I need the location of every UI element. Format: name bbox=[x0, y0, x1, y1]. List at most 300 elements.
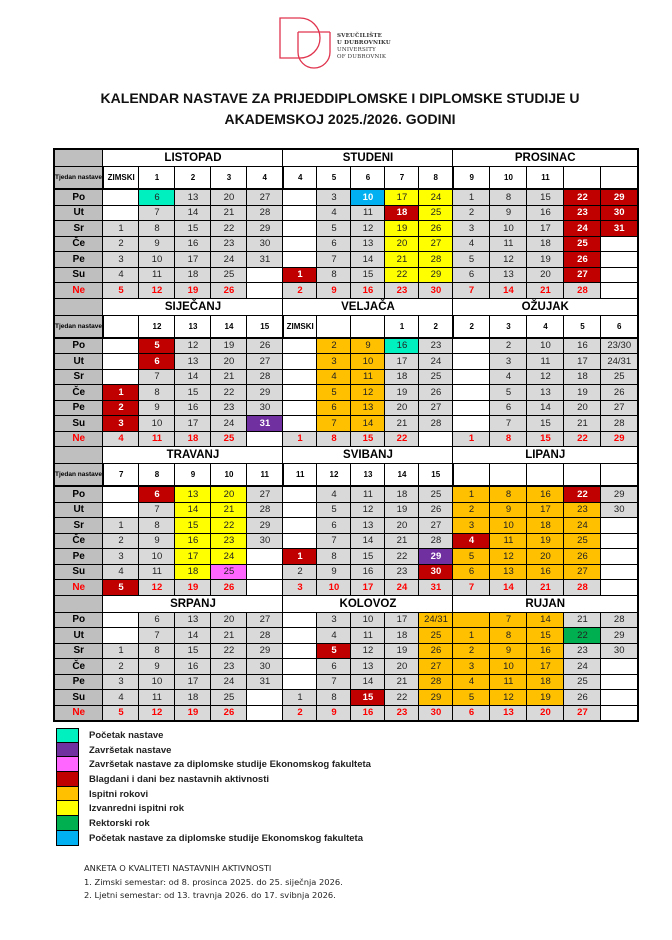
calendar-day-cell: 8 bbox=[490, 431, 527, 447]
calendar-day-cell bbox=[103, 486, 139, 502]
calendar-day-cell: 10 bbox=[351, 189, 385, 205]
calendar-day-cell: 13 bbox=[527, 385, 564, 401]
calendar-day-cell bbox=[283, 400, 317, 416]
calendar-day-cell bbox=[283, 416, 317, 432]
calendar-day-cell: 18 bbox=[385, 205, 419, 221]
calendar-day-cell: 23 bbox=[211, 400, 247, 416]
calendar-day-cell: 21 bbox=[385, 252, 419, 268]
legend-label: Blagdani i dani bez nastavnih aktivnosti bbox=[89, 773, 270, 785]
calendar-day-cell: 28 bbox=[419, 533, 453, 549]
calendar-day-cell: 25 bbox=[419, 205, 453, 221]
calendar-day-cell: 31 bbox=[247, 252, 283, 268]
calendar-day-cell: 26 bbox=[419, 643, 453, 659]
calendar-day-cell: 27 bbox=[419, 659, 453, 675]
calendar-day-cell: 6 bbox=[453, 705, 490, 721]
calendar-day-cell: 17 bbox=[527, 221, 564, 237]
calendar-day-cell: 18 bbox=[175, 267, 211, 283]
calendar-day-cell bbox=[247, 564, 283, 580]
calendar-day-cell: 13 bbox=[351, 518, 385, 534]
calendar-day-cell: 13 bbox=[175, 612, 211, 628]
calendar-day-cell: 20 bbox=[211, 486, 247, 502]
calendar-day-cell: 18 bbox=[385, 369, 419, 385]
calendar-day-cell: 11 bbox=[139, 564, 175, 580]
week-number: 15 bbox=[419, 464, 453, 487]
calendar-day-cell: 15 bbox=[527, 189, 564, 205]
calendar-day-cell: 26 bbox=[564, 252, 601, 268]
calendar-day-cell: 27 bbox=[419, 518, 453, 534]
legend-label: Izvanredni ispitni rok bbox=[89, 803, 185, 815]
day-row bbox=[54, 580, 638, 596]
calendar-day-cell: 4 bbox=[453, 674, 490, 690]
calendar-day-cell: 3 bbox=[103, 252, 139, 268]
calendar-day-cell: 11 bbox=[351, 486, 385, 502]
day-row bbox=[54, 267, 638, 283]
calendar-day-cell: 14 bbox=[490, 580, 527, 596]
legend-item bbox=[56, 743, 371, 758]
legend-label: Ispitni rokovi bbox=[89, 788, 149, 800]
week-label: Tjedan nastave bbox=[54, 315, 103, 338]
calendar-day-cell: 26 bbox=[564, 690, 601, 706]
calendar-day-cell: 15 bbox=[527, 416, 564, 432]
calendar-day-cell: 30 bbox=[419, 564, 453, 580]
calendar-day-cell bbox=[283, 674, 317, 690]
month-name: LISTOPAD bbox=[103, 149, 283, 167]
month-header-row bbox=[54, 595, 638, 612]
calendar-day-cell: 2 bbox=[283, 283, 317, 299]
day-label: Ut bbox=[54, 205, 103, 221]
calendar-day-cell: 21 bbox=[527, 580, 564, 596]
day-row bbox=[54, 674, 638, 690]
calendar-day-cell: 27 bbox=[247, 612, 283, 628]
header-corner bbox=[54, 298, 103, 315]
calendar-day-cell bbox=[247, 549, 283, 565]
survey-title: ANKETA O KVALITETI NASTAVNIH AKTIVNOSTI bbox=[84, 863, 272, 873]
calendar-day-cell: 15 bbox=[351, 549, 385, 565]
calendar-day-cell bbox=[601, 252, 638, 268]
calendar-day-cell: 12 bbox=[351, 643, 385, 659]
calendar-day-cell: 21 bbox=[385, 416, 419, 432]
calendar-day-cell: 8 bbox=[139, 518, 175, 534]
calendar-day-cell bbox=[283, 354, 317, 370]
week-number bbox=[103, 315, 139, 338]
calendar-day-cell bbox=[103, 205, 139, 221]
calendar-day-cell bbox=[247, 705, 283, 721]
calendar-day-cell: 9 bbox=[351, 338, 385, 354]
calendar-day-cell: 17 bbox=[564, 354, 601, 370]
calendar-day-cell: 2 bbox=[283, 564, 317, 580]
calendar-day-cell: 11 bbox=[351, 369, 385, 385]
calendar-day-cell: 3 bbox=[103, 674, 139, 690]
calendar-day-cell: 28 bbox=[419, 674, 453, 690]
calendar-day-cell: 22 bbox=[564, 431, 601, 447]
calendar-day-cell: 6 bbox=[139, 354, 175, 370]
month-name: SRPANJ bbox=[103, 595, 283, 612]
calendar-day-cell: 17 bbox=[527, 659, 564, 675]
calendar-day-cell: 24 bbox=[564, 518, 601, 534]
legend-item bbox=[56, 816, 371, 831]
calendar-day-cell: 9 bbox=[490, 502, 527, 518]
calendar-day-cell: 15 bbox=[175, 643, 211, 659]
calendar-day-cell: 14 bbox=[351, 252, 385, 268]
week-number: 13 bbox=[175, 315, 211, 338]
calendar-day-cell: 9 bbox=[490, 205, 527, 221]
calendar-day-cell: 23 bbox=[564, 502, 601, 518]
calendar-day-cell: 29 bbox=[419, 690, 453, 706]
month-name: OŽUJAK bbox=[453, 298, 638, 315]
calendar-day-cell: 9 bbox=[139, 659, 175, 675]
month-name: LIPANJ bbox=[453, 447, 638, 464]
week-number: 2 bbox=[453, 315, 490, 338]
week-number: 4 bbox=[527, 315, 564, 338]
calendar-day-cell: 19 bbox=[564, 385, 601, 401]
calendar-day-cell bbox=[103, 338, 139, 354]
calendar-day-cell: 31 bbox=[247, 674, 283, 690]
calendar-day-cell: 23 bbox=[419, 338, 453, 354]
calendar-day-cell: 8 bbox=[317, 267, 351, 283]
week-number: 9 bbox=[453, 167, 490, 190]
day-label: Pe bbox=[54, 674, 103, 690]
week-number: 13 bbox=[351, 464, 385, 487]
calendar-day-cell: 6 bbox=[317, 659, 351, 675]
day-row bbox=[54, 283, 638, 299]
calendar-day-cell: 19 bbox=[385, 502, 419, 518]
calendar-day-cell: 28 bbox=[247, 205, 283, 221]
calendar-day-cell: 14 bbox=[490, 283, 527, 299]
calendar-day-cell: 5 bbox=[103, 705, 139, 721]
calendar-day-cell bbox=[453, 416, 490, 432]
calendar-day-cell bbox=[283, 659, 317, 675]
day-row bbox=[54, 354, 638, 370]
calendar-day-cell: 27 bbox=[419, 236, 453, 252]
calendar-day-cell: 28 bbox=[419, 416, 453, 432]
calendar-day-cell: 26 bbox=[211, 580, 247, 596]
calendar-day-cell: 24 bbox=[564, 659, 601, 675]
calendar-day-cell: 26 bbox=[211, 705, 247, 721]
page-title bbox=[60, 88, 620, 130]
calendar-day-cell: 8 bbox=[317, 549, 351, 565]
color-legend bbox=[56, 728, 371, 846]
calendar-day-cell: 18 bbox=[527, 674, 564, 690]
calendar-day-cell: 1 bbox=[103, 221, 139, 237]
day-row bbox=[54, 705, 638, 721]
calendar-day-cell: 11 bbox=[351, 205, 385, 221]
calendar-day-cell bbox=[283, 533, 317, 549]
calendar-day-cell: 19 bbox=[385, 643, 419, 659]
teaching-week-row bbox=[54, 167, 638, 190]
day-row bbox=[54, 690, 638, 706]
legend-swatch bbox=[56, 757, 79, 772]
header-corner bbox=[54, 149, 103, 167]
calendar-day-cell: 14 bbox=[527, 400, 564, 416]
legend-swatch bbox=[56, 831, 79, 846]
calendar-day-cell: 17 bbox=[385, 354, 419, 370]
calendar-day-cell: 30 bbox=[601, 643, 638, 659]
calendar-day-cell: 2 bbox=[283, 705, 317, 721]
calendar-day-cell: 30 bbox=[601, 502, 638, 518]
week-number: 14 bbox=[385, 464, 419, 487]
calendar-day-cell: 18 bbox=[564, 369, 601, 385]
calendar-day-cell: 11 bbox=[490, 674, 527, 690]
calendar-day-cell: 20 bbox=[564, 400, 601, 416]
calendar-day-cell: 3 bbox=[453, 659, 490, 675]
week-number: 12 bbox=[139, 315, 175, 338]
day-row bbox=[54, 549, 638, 565]
calendar-day-cell bbox=[283, 338, 317, 354]
day-row bbox=[54, 564, 638, 580]
calendar-day-cell: 22 bbox=[564, 486, 601, 502]
calendar-day-cell: 29 bbox=[419, 267, 453, 283]
calendar-day-cell: 8 bbox=[139, 643, 175, 659]
calendar-day-cell bbox=[601, 690, 638, 706]
week-number: 12 bbox=[317, 464, 351, 487]
calendar-day-cell: 5 bbox=[453, 252, 490, 268]
calendar-day-cell: 20 bbox=[385, 236, 419, 252]
calendar-day-cell: 6 bbox=[453, 267, 490, 283]
calendar-day-cell: 26 bbox=[601, 385, 638, 401]
legend-label: Rektorski rok bbox=[89, 817, 150, 829]
week-number: 8 bbox=[139, 464, 175, 487]
calendar-day-cell: 18 bbox=[385, 486, 419, 502]
calendar-day-cell bbox=[283, 252, 317, 268]
legend-label: Početak nastave za diplomske studije Ekonomskog fakulteta bbox=[89, 832, 364, 844]
logo-line: SVEUČILIŠTE bbox=[337, 33, 383, 39]
calendar-day-cell bbox=[103, 502, 139, 518]
day-row bbox=[54, 338, 638, 354]
calendar-day-cell: 4 bbox=[103, 267, 139, 283]
calendar-day-cell: 31 bbox=[419, 580, 453, 596]
day-row bbox=[54, 205, 638, 221]
calendar-day-cell: 12 bbox=[490, 549, 527, 565]
legend-swatch bbox=[56, 743, 79, 758]
legend-label: Završetak nastave za diplomske studije Ekonomskog fakulteta bbox=[89, 759, 371, 771]
calendar-day-cell: 11 bbox=[527, 354, 564, 370]
week-number bbox=[351, 315, 385, 338]
legend-label: Završetak nastave bbox=[89, 744, 172, 756]
calendar-day-cell: 7 bbox=[453, 283, 490, 299]
calendar-day-cell: 5 bbox=[103, 283, 139, 299]
calendar-day-cell bbox=[601, 533, 638, 549]
calendar-day-cell: 5 bbox=[317, 502, 351, 518]
week-label: Tjedan nastave bbox=[54, 167, 103, 190]
calendar-day-cell: 25 bbox=[211, 564, 247, 580]
day-label: Po bbox=[54, 486, 103, 502]
day-row bbox=[54, 431, 638, 447]
survey-item: 2. Ljetni semestar: od 13. travnja 2026. do 17. svibnja 2026. bbox=[84, 890, 336, 900]
day-row bbox=[54, 659, 638, 675]
calendar-day-cell: 2 bbox=[453, 643, 490, 659]
calendar-day-cell: 23/30 bbox=[601, 338, 638, 354]
calendar-day-cell: 24 bbox=[211, 549, 247, 565]
calendar-day-cell: 15 bbox=[175, 221, 211, 237]
calendar-day-cell: 11 bbox=[139, 267, 175, 283]
calendar-day-cell: 2 bbox=[317, 338, 351, 354]
week-number bbox=[527, 464, 564, 487]
calendar-day-cell: 26 bbox=[419, 502, 453, 518]
calendar-day-cell: 11 bbox=[490, 236, 527, 252]
calendar-day-cell: 4 bbox=[453, 533, 490, 549]
day-row bbox=[54, 416, 638, 432]
day-label: Ne bbox=[54, 705, 103, 721]
calendar-day-cell: 3 bbox=[103, 549, 139, 565]
calendar-day-cell: 8 bbox=[490, 486, 527, 502]
calendar-day-cell bbox=[283, 502, 317, 518]
logo-wordmark bbox=[337, 33, 391, 61]
calendar-day-cell: 2 bbox=[103, 659, 139, 675]
calendar-day-cell: 4 bbox=[103, 690, 139, 706]
calendar-day-cell: 22 bbox=[385, 431, 419, 447]
day-label: Sr bbox=[54, 221, 103, 237]
calendar-day-cell bbox=[247, 690, 283, 706]
calendar-day-cell: 28 bbox=[247, 369, 283, 385]
calendar-day-cell: 16 bbox=[175, 400, 211, 416]
calendar-day-cell: 16 bbox=[175, 533, 211, 549]
week-number: 8 bbox=[419, 167, 453, 190]
calendar-day-cell: 20 bbox=[385, 400, 419, 416]
calendar-day-cell: 14 bbox=[527, 612, 564, 628]
day-row bbox=[54, 502, 638, 518]
calendar-day-cell: 24 bbox=[385, 580, 419, 596]
calendar-day-cell: 5 bbox=[453, 690, 490, 706]
calendar-day-cell: 26 bbox=[419, 385, 453, 401]
calendar-day-cell: 24 bbox=[211, 252, 247, 268]
calendar-day-cell: 1 bbox=[103, 518, 139, 534]
calendar-day-cell: 24 bbox=[564, 221, 601, 237]
calendar-day-cell: 22 bbox=[211, 643, 247, 659]
week-number: 5 bbox=[564, 315, 601, 338]
calendar-day-cell: 10 bbox=[490, 518, 527, 534]
month-name: TRAVANJ bbox=[103, 447, 283, 464]
week-number: 11 bbox=[283, 464, 317, 487]
calendar-day-cell: 5 bbox=[317, 643, 351, 659]
calendar-day-cell: 5 bbox=[103, 580, 139, 596]
calendar-day-cell: 24 bbox=[419, 354, 453, 370]
day-label: Ut bbox=[54, 354, 103, 370]
calendar-day-cell: 20 bbox=[527, 267, 564, 283]
calendar-day-cell: 25 bbox=[564, 674, 601, 690]
calendar-day-cell bbox=[601, 564, 638, 580]
calendar-day-cell: 19 bbox=[527, 690, 564, 706]
header-corner bbox=[54, 595, 103, 612]
calendar-day-cell bbox=[601, 236, 638, 252]
calendar-day-cell: 5 bbox=[317, 221, 351, 237]
calendar-day-cell: 24 bbox=[211, 674, 247, 690]
day-row bbox=[54, 189, 638, 205]
calendar-day-cell: 30 bbox=[247, 533, 283, 549]
day-row bbox=[54, 369, 638, 385]
calendar-day-cell: 23 bbox=[564, 205, 601, 221]
calendar-day-cell: 13 bbox=[490, 267, 527, 283]
month-name: SVIBANJ bbox=[283, 447, 453, 464]
calendar-day-cell: 4 bbox=[317, 369, 351, 385]
calendar-day-cell: 14 bbox=[175, 205, 211, 221]
day-label: Ne bbox=[54, 431, 103, 447]
day-label: Pe bbox=[54, 549, 103, 565]
calendar-day-cell: 27 bbox=[564, 267, 601, 283]
legend-item bbox=[56, 757, 371, 772]
calendar-day-cell: 4 bbox=[317, 628, 351, 644]
calendar-day-cell: 22 bbox=[385, 690, 419, 706]
calendar-day-cell bbox=[247, 283, 283, 299]
calendar-day-cell: 23 bbox=[211, 533, 247, 549]
calendar-day-cell: 9 bbox=[139, 533, 175, 549]
calendar-day-cell: 10 bbox=[490, 221, 527, 237]
calendar-day-cell: 19 bbox=[211, 338, 247, 354]
calendar-day-cell: 8 bbox=[139, 221, 175, 237]
calendar-day-cell: 28 bbox=[247, 628, 283, 644]
calendar-day-cell: 12 bbox=[175, 338, 211, 354]
calendar-day-cell: 16 bbox=[351, 283, 385, 299]
calendar-day-cell: 29 bbox=[247, 518, 283, 534]
calendar-day-cell: 19 bbox=[527, 533, 564, 549]
week-number: 6 bbox=[601, 315, 638, 338]
calendar-day-cell: 24 bbox=[419, 189, 453, 205]
calendar-day-cell bbox=[453, 612, 490, 628]
calendar-day-cell: 22 bbox=[211, 221, 247, 237]
calendar-day-cell: 1 bbox=[453, 628, 490, 644]
calendar-day-cell: 11 bbox=[351, 628, 385, 644]
calendar-day-cell: 17 bbox=[175, 416, 211, 432]
calendar-day-cell: 29 bbox=[601, 628, 638, 644]
calendar-day-cell: 12 bbox=[527, 369, 564, 385]
calendar-day-cell: 14 bbox=[175, 628, 211, 644]
calendar-day-cell bbox=[247, 431, 283, 447]
calendar-day-cell: 7 bbox=[139, 205, 175, 221]
calendar-day-cell: 1 bbox=[103, 643, 139, 659]
day-label: Ut bbox=[54, 502, 103, 518]
calendar-day-cell bbox=[283, 205, 317, 221]
calendar-day-cell: 25 bbox=[419, 486, 453, 502]
calendar-day-cell bbox=[453, 338, 490, 354]
calendar-day-cell: 30 bbox=[247, 659, 283, 675]
week-number bbox=[317, 315, 351, 338]
calendar-day-cell: 20 bbox=[385, 659, 419, 675]
calendar-day-cell: 16 bbox=[175, 659, 211, 675]
calendar-day-cell bbox=[283, 628, 317, 644]
calendar-day-cell: 27 bbox=[419, 400, 453, 416]
calendar-day-cell: 18 bbox=[385, 628, 419, 644]
calendar-day-cell: 16 bbox=[527, 564, 564, 580]
calendar-day-cell: 7 bbox=[317, 674, 351, 690]
calendar-day-cell bbox=[283, 486, 317, 502]
week-number: ZIMSKI bbox=[103, 167, 139, 190]
calendar-day-cell bbox=[419, 431, 453, 447]
week-number bbox=[490, 464, 527, 487]
calendar-day-cell: 24/31 bbox=[601, 354, 638, 370]
calendar-day-cell bbox=[453, 354, 490, 370]
calendar-day-cell: 2 bbox=[453, 205, 490, 221]
day-label: Su bbox=[54, 564, 103, 580]
legend-item bbox=[56, 772, 371, 787]
calendar-day-cell: 21 bbox=[385, 533, 419, 549]
title-line-2: AKADEMSKOJ 2025./2026. GODINI bbox=[224, 111, 456, 127]
calendar-day-cell: 4 bbox=[490, 369, 527, 385]
calendar-day-cell: 30 bbox=[419, 283, 453, 299]
calendar-day-cell: 26 bbox=[247, 338, 283, 354]
calendar-day-cell: 5 bbox=[139, 338, 175, 354]
week-number: 14 bbox=[211, 315, 247, 338]
calendar-day-cell bbox=[601, 705, 638, 721]
calendar-day-cell: 12 bbox=[490, 252, 527, 268]
calendar-day-cell bbox=[453, 400, 490, 416]
legend-swatch bbox=[56, 728, 79, 743]
calendar-day-cell: 3 bbox=[317, 612, 351, 628]
calendar-day-cell: 7 bbox=[139, 502, 175, 518]
calendar-day-cell: 10 bbox=[139, 252, 175, 268]
calendar-day-cell: 23 bbox=[211, 659, 247, 675]
calendar-day-cell: 13 bbox=[351, 659, 385, 675]
calendar-day-cell: 16 bbox=[175, 236, 211, 252]
week-number: 11 bbox=[247, 464, 283, 487]
